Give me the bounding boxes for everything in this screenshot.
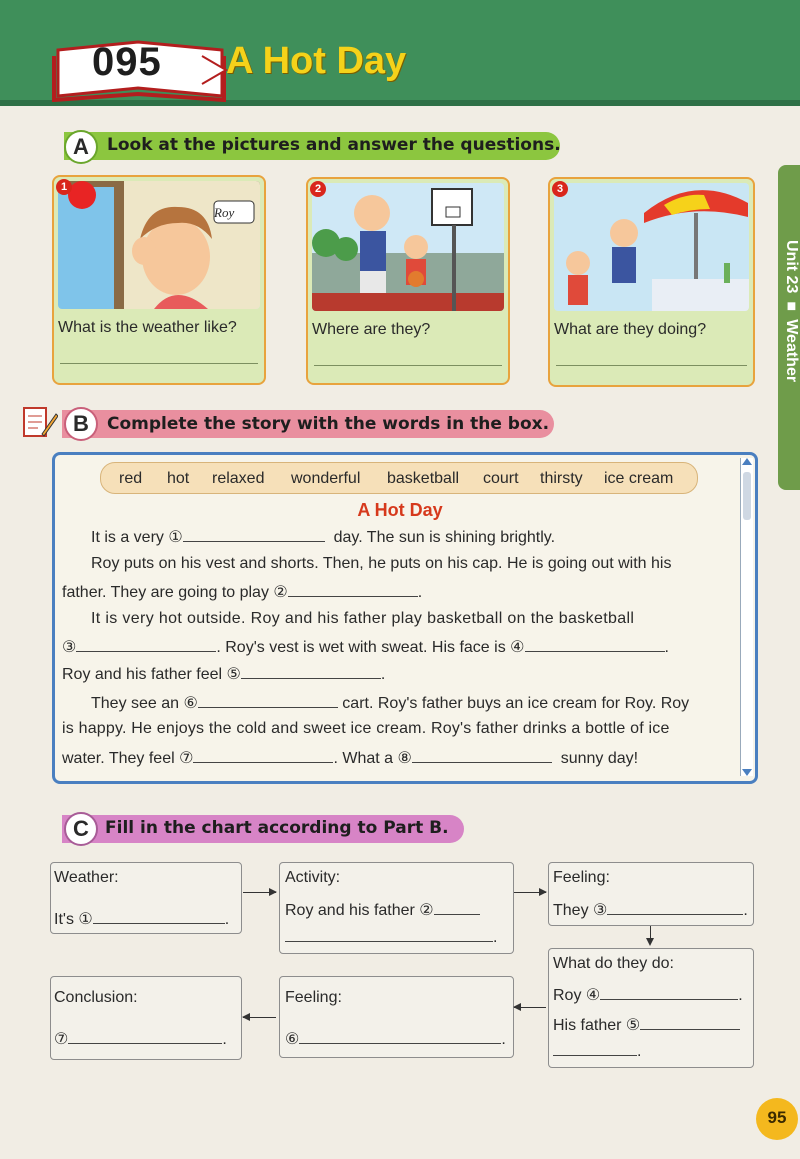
story-line-6 <box>62 664 385 684</box>
story-text: Roy puts on his vest and shorts. Then, he puts on his cap. He is going out with his <box>91 555 672 572</box>
word-option: relaxed <box>212 470 265 487</box>
ice-cream-cart-picture <box>554 183 749 311</box>
card-1-number: 1 <box>56 179 72 195</box>
arrow-left-icon <box>243 1017 276 1018</box>
hot-boy-picture <box>58 181 260 309</box>
feeling-bottom-end: . <box>501 1031 506 1048</box>
blank-2[interactable] <box>288 596 418 597</box>
weather-prompt: It's ① <box>54 911 93 928</box>
writing-pencil-icon <box>22 404 58 440</box>
blank-5[interactable] <box>241 678 381 679</box>
feeling-bottom-blank[interactable] <box>299 1043 501 1044</box>
story-text: day. The sun is shining brightly. <box>333 529 556 546</box>
roy-blank[interactable] <box>600 999 738 1000</box>
story-text: They see an ⑥ <box>91 695 198 712</box>
feeling-top-end: . <box>743 902 748 919</box>
story-text: . <box>417 584 423 601</box>
weather-box <box>50 862 242 934</box>
feeling-top-prompt: They ③ <box>553 902 608 919</box>
father-blank-2[interactable] <box>553 1055 637 1056</box>
activity-prompt: Roy and his father ② <box>285 902 434 919</box>
word-option: wonderful <box>291 470 361 487</box>
word-option: hot <box>167 470 190 487</box>
feeling-bottom-box <box>279 976 514 1058</box>
roy-end: . <box>738 987 743 1004</box>
activity-end: . <box>493 929 498 946</box>
word-option: court <box>483 470 519 487</box>
activity-line-2 <box>285 929 497 947</box>
activity-title: Activity: <box>285 869 341 886</box>
story-line-2 <box>91 555 671 573</box>
activity-box <box>279 862 514 954</box>
blank-4[interactable] <box>525 651 665 652</box>
blank-7[interactable] <box>193 762 333 763</box>
card-3-question: What are they doing? <box>554 321 707 338</box>
what-they-do-box <box>548 948 754 1068</box>
arrow-left-icon <box>514 1007 546 1008</box>
lesson-number: 095 <box>92 40 162 84</box>
card-3-number: 3 <box>552 181 568 197</box>
story-line-3 <box>62 582 422 602</box>
story-line-5 <box>62 637 669 657</box>
arrow-right-icon <box>243 892 276 893</box>
story-text: . <box>380 666 386 683</box>
arrow-down-icon <box>650 926 651 944</box>
card-2-number: 2 <box>310 181 326 197</box>
weather-line <box>54 909 229 929</box>
story-text: father. They are going to play ② <box>62 584 288 601</box>
picture-card-2 <box>306 177 510 385</box>
blank-6[interactable] <box>198 707 338 708</box>
feeling-top-title: Feeling: <box>553 869 610 886</box>
picture-card-1 <box>52 175 266 385</box>
activity-blank-2[interactable] <box>285 941 493 942</box>
page-number: 95 <box>756 1098 798 1140</box>
weather-blank[interactable] <box>93 923 225 924</box>
story-text: cart. Roy's father buys an ice cream for Roy. Roy <box>342 695 690 712</box>
father-line-2 <box>553 1043 641 1061</box>
conclusion-line <box>54 1029 227 1049</box>
weather-end: . <box>224 911 230 928</box>
blank-3[interactable] <box>76 651 216 652</box>
story-text: sunny day! <box>560 750 639 767</box>
arrow-right-icon <box>514 892 546 893</box>
father-prompt: His father ⑤ <box>553 1017 641 1034</box>
feeling-bottom-line <box>285 1029 506 1049</box>
story-line-8 <box>62 720 670 738</box>
card-1-question: What is the weather like? <box>58 319 237 336</box>
father-blank[interactable] <box>640 1029 740 1030</box>
word-option: thirsty <box>540 470 583 487</box>
section-c-badge: C <box>64 812 98 846</box>
roy-prompt: Roy ④ <box>553 987 601 1004</box>
card-2-question: Where are they? <box>312 321 431 338</box>
unit-side-tab-label: Unit 23 ■ Weather <box>783 240 800 383</box>
conclusion-end: . <box>222 1031 227 1048</box>
feeling-top-line <box>553 900 748 920</box>
section-c-instruction: Fill in the chart according to Part B. <box>105 818 449 838</box>
roy-line <box>553 985 743 1005</box>
activity-blank[interactable] <box>434 914 480 915</box>
conclusion-title: Conclusion: <box>54 989 138 1006</box>
blank-1[interactable] <box>183 541 325 542</box>
weather-title: Weather: <box>54 869 119 886</box>
feeling-bottom-prompt: ⑥ <box>285 1031 300 1048</box>
father-line <box>553 1015 740 1035</box>
conclusion-box <box>50 976 242 1060</box>
card-3-answer-line[interactable] <box>556 365 747 366</box>
father-end: . <box>637 1043 642 1060</box>
conclusion-blank[interactable] <box>68 1043 222 1044</box>
story-text: . <box>664 639 669 656</box>
card-2-answer-line[interactable] <box>314 365 502 366</box>
story-text: . What a ⑧ <box>333 750 412 767</box>
story-text: . Roy's vest is wet with sweat. His face is ④ <box>216 639 525 656</box>
word-option: basketball <box>387 470 460 487</box>
section-a-badge: A <box>64 130 98 164</box>
word-option: red <box>119 470 143 487</box>
story-line-7 <box>91 693 689 713</box>
story-text: Roy and his father feel ⑤ <box>62 666 241 683</box>
story-line-9 <box>62 748 638 768</box>
story-title: A Hot Day <box>357 500 443 520</box>
page-title: A Hot Day <box>226 40 407 82</box>
story-line-4 <box>91 610 634 628</box>
card-1-answer-line[interactable] <box>60 363 258 364</box>
conclusion-prompt: ⑦ <box>54 1031 69 1048</box>
picture-card-3 <box>548 177 755 387</box>
story-text: is happy. He enjoys the cold and sweet ice cream. Roy's father drinks a bottle of ice <box>62 720 670 737</box>
story-line-1 <box>91 527 555 547</box>
section-b-badge: B <box>64 407 98 441</box>
feeling-top-blank[interactable] <box>607 914 743 915</box>
story-text: water. They feel ⑦ <box>62 750 194 767</box>
roy-name-tag: Roy <box>214 205 235 220</box>
activity-line <box>285 900 480 920</box>
word-option: ice cream <box>604 470 674 487</box>
story-text: ③ <box>62 639 77 656</box>
blank-8[interactable] <box>412 762 552 763</box>
what-they-do-title: What do they do: <box>553 955 674 972</box>
story-text: It is a very ① <box>91 529 183 546</box>
feeling-top-box <box>548 862 754 926</box>
section-a-instruction: Look at the pictures and answer the questions. <box>107 135 561 155</box>
section-b-instruction: Complete the story with the words in the box. <box>107 414 550 434</box>
feeling-bottom-title: Feeling: <box>285 989 342 1006</box>
story-text: It is very hot outside. Roy and his father play basketball on the basketball <box>91 610 635 627</box>
basketball-court-picture <box>312 183 504 311</box>
word-box <box>100 462 698 494</box>
